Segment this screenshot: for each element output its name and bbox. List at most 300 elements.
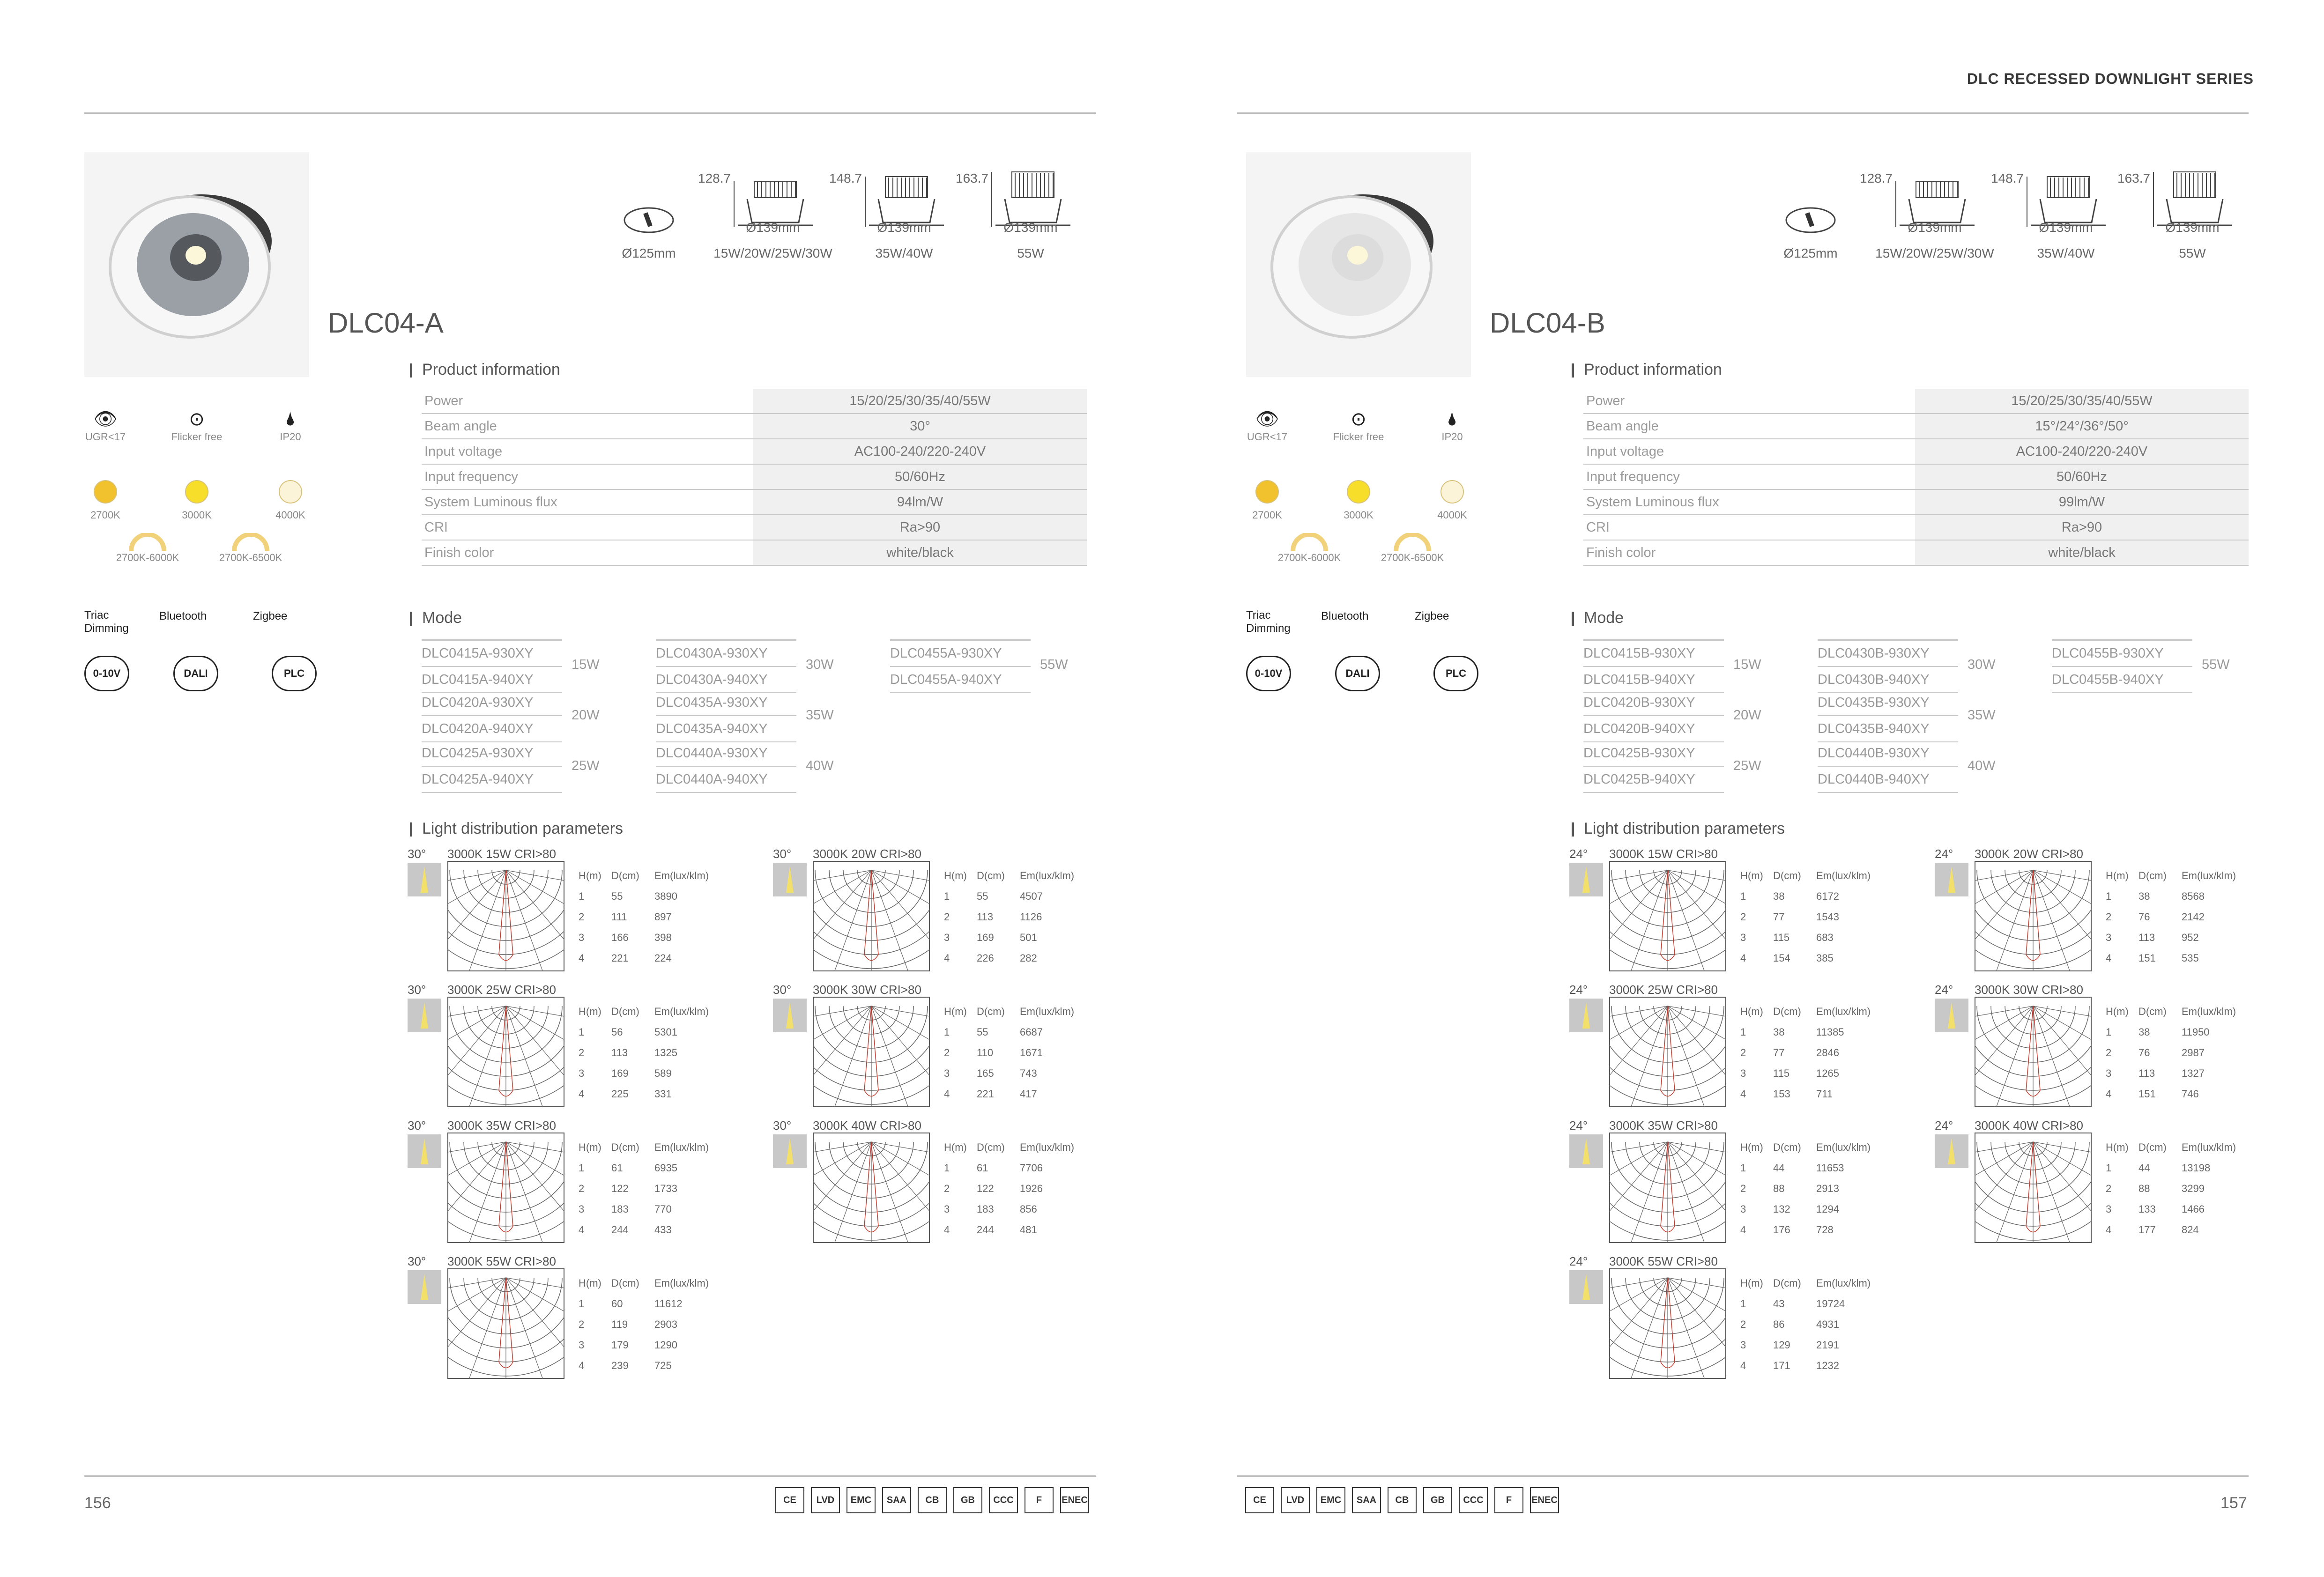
table-row [579,886,709,907]
table-cell: 1294 [1816,1203,1839,1215]
distribution-table [944,1137,1074,1240]
tunable-label: 2700K-6000K [1277,552,1341,563]
control-label: PLC [1446,667,1466,679]
distribution-title: 3000K 30W CRI>80 [813,983,921,997]
table-cell: 44 [1773,1162,1785,1174]
cutout-label: Ø125mm [622,246,676,260]
light-distribution-block [408,847,773,973]
info-value: AC100-240/220-240V [753,439,1087,464]
cert-gb-icon: GB [1423,1487,1452,1513]
cct-label: 4000K [1437,509,1467,521]
table-row [579,1022,709,1043]
table-cell: 728 [1816,1224,1834,1236]
table-cell: 4 [1740,1088,1746,1100]
table-header-row [579,866,709,886]
light-distribution-block [1935,983,2300,1109]
polar-diagram [813,997,930,1107]
table-cell: 151 [2138,952,2156,964]
table-cell: 4 [1740,1224,1746,1236]
mode-code: DLC0435A-940XY [656,716,796,742]
feature-label: UGR<17 [1247,431,1288,443]
table-header-row [579,1001,709,1022]
table-cell: 113 [2138,932,2155,943]
beam-angle: 24° [1935,1118,1953,1133]
control-label: Zigbee [253,610,288,622]
polar-diagram [1975,1133,2092,1243]
polar-diagram [1609,861,1726,971]
table-cell: 385 [1816,952,1834,964]
info-label: Beam angle [1583,414,1915,439]
mode-group [656,639,796,693]
table-cell: 13198 [2182,1162,2211,1174]
height-label: 163.7 [2117,171,2151,185]
table-cell: 132 [1773,1203,1790,1215]
distribution-table [1740,1137,1871,1240]
table-cell: 3 [1740,1339,1746,1351]
power-label: 55W [2179,246,2206,260]
table-cell: 3 [579,1203,585,1215]
info-row [1583,515,2249,540]
table-cell: 1 [944,1026,950,1038]
table-cell: 11653 [1816,1162,1844,1174]
table-cell: 8568 [2182,890,2205,902]
table-cell: 5301 [654,1026,677,1038]
mode-group [1818,690,1958,742]
table-cell: 151 [2138,1088,2156,1100]
column-header: D(cm) [2138,1141,2167,1153]
mode-code: DLC0430B-930XY [1818,639,1958,667]
table-cell: 4 [2106,952,2112,964]
info-value: 50/60Hz [753,464,1087,489]
table-cell: 6935 [654,1162,677,1174]
table-cell: 2 [579,1047,585,1059]
table-cell: 3 [2106,1203,2112,1215]
table-cell: 4 [2106,1088,2112,1100]
control-label: DALI [184,667,208,679]
table-cell: 122 [611,1183,629,1194]
column-header: Em(lux/klm) [654,870,709,881]
mode-group [422,740,562,793]
mode-code: DLC0440B-930XY [1818,740,1958,767]
table-cell: 113 [2138,1067,2155,1079]
table-cell: 1 [1740,1026,1746,1038]
height-label: 128.7 [698,171,731,185]
column-header: D(cm) [2138,870,2167,881]
column-header: H(m) [944,1006,967,1017]
power-label: 15W/20W/25W/30W [713,246,832,260]
table-cell: 1325 [654,1047,677,1059]
table-row [2106,886,2236,907]
table-row [2106,907,2236,927]
tunable-label: 2700K-6000K [116,552,179,563]
table-cell: 2 [579,1183,585,1194]
column-header: Em(lux/klm) [654,1277,709,1289]
table-cell: 4 [579,1360,585,1371]
column-header: H(m) [579,1277,601,1289]
table-cell: 88 [1773,1183,1785,1194]
cert-lvd-icon: LVD [1281,1487,1310,1513]
distribution-table [1740,866,1871,969]
table-cell: 4 [1740,1360,1746,1371]
beam-angle: 24° [1569,1254,1588,1268]
beam-angle: 24° [1935,847,1953,861]
column-header: Em(lux/klm) [1020,1006,1075,1017]
column-header: Em(lux/klm) [1816,1141,1871,1153]
info-label: Power [422,389,753,414]
table-row [579,1063,709,1084]
tunable-arc-icon [213,533,288,552]
table-row [2106,1220,2236,1240]
table-header-row [944,866,1074,886]
feature-label: UGR<17 [85,431,126,443]
mode-wattage: 35W [1968,708,1996,723]
table-cell: 2 [1740,1318,1746,1330]
beam-cone-icon [1569,999,1603,1032]
table-cell: 76 [2138,911,2150,923]
table-row [579,907,709,927]
cert-emc-icon: EMC [1316,1487,1345,1513]
table-cell: 2 [2106,1047,2112,1059]
mode-wattage: 30W [806,657,834,672]
ugr-icon: 👁 UGR<17 [75,407,136,443]
mode-wattage: 55W [2202,657,2230,672]
table-cell: 4 [1740,952,1746,964]
table-cell: 1 [2106,1026,2112,1038]
distribution-table [1740,1273,1871,1376]
mode-group [422,639,562,693]
polar-diagram [1609,1133,1726,1243]
table-cell: 952 [2182,932,2199,943]
table-row [2106,1178,2236,1199]
beam-cone-icon [408,1270,441,1304]
info-value: white/black [753,540,1087,565]
table-cell: 725 [654,1360,672,1371]
table-cell: 1 [579,890,585,902]
table-row [579,927,709,948]
mode-group [422,690,562,742]
beam-angle: 24° [1935,983,1953,997]
table-row [1740,1178,1871,1199]
table-row [2106,1043,2236,1063]
polar-diagram [447,1133,564,1243]
table-cell: 43 [1773,1298,1785,1310]
distribution-title: 3000K 25W CRI>80 [1609,983,1718,997]
table-cell: 3 [2106,1067,2112,1079]
info-row [1583,464,2249,489]
table-cell: 1543 [1816,911,1839,923]
section-product-info: Product information [410,361,560,379]
catalog-page-right [1162,0,2324,1577]
distribution-title: 3000K 55W CRI>80 [1609,1254,1718,1268]
table-cell: 1327 [2182,1067,2205,1079]
beam-angle: 24° [1569,1118,1588,1133]
table-row [1740,1199,1871,1220]
table-row [579,1199,709,1220]
table-row [944,927,1074,948]
mode-code: DLC0420A-940XY [422,716,562,742]
table-cell: 433 [654,1224,672,1236]
height-label: 128.7 [1860,171,1893,185]
cert-ce-icon: CE [775,1487,804,1513]
table-header-row [2106,866,2236,886]
table-cell: 4 [579,1088,585,1100]
distribution-title: 3000K 20W CRI>80 [1975,847,2083,861]
info-value: Ra>90 [1915,515,2249,540]
mode-code: DLC0425B-940XY [1583,767,1724,793]
table-cell: 1 [1740,1162,1746,1174]
light-distribution-block [1569,847,1935,973]
table-cell: 56 [611,1026,623,1038]
table-row [1740,927,1871,948]
distribution-title: 3000K 15W CRI>80 [447,847,556,861]
table-cell: 417 [1020,1088,1037,1100]
cct-swatch [260,480,321,521]
info-label: Finish color [422,540,753,565]
distribution-table [2106,1001,2236,1104]
cert-enec-icon: ENEC [1060,1487,1089,1513]
table-cell: 2191 [1816,1339,1839,1351]
tunable-swatch [1272,533,1347,564]
mode-group [656,690,796,742]
column-header: Em(lux/klm) [1020,1141,1075,1153]
mode-code: DLC0440A-930XY [656,740,796,767]
table-cell: 169 [977,932,994,943]
cert-ccc-icon: CCC [989,1487,1018,1513]
table-cell: 4 [944,1224,950,1236]
distribution-table [2106,866,2236,969]
beam-cone-icon [1935,863,1968,896]
table-row [944,1158,1074,1178]
table-cell: 2 [2106,911,2112,923]
table-row [579,1294,709,1314]
column-header: Em(lux/klm) [2182,870,2236,881]
beam-cone-icon [1935,999,1968,1032]
table-row [579,1355,709,1376]
mode-wattage: 20W [1733,708,1761,723]
cert-saa-icon: SAA [1352,1487,1381,1513]
table-cell: 76 [2138,1047,2150,1059]
product-info-table [1583,389,2249,566]
table-row [579,948,709,969]
table-cell: 171 [1773,1360,1790,1371]
mode-group [656,740,796,793]
table-cell: 225 [611,1088,629,1100]
table-row [944,1022,1074,1043]
table-cell: 4 [579,952,585,964]
column-header: D(cm) [611,1277,639,1289]
info-label: System Luminous flux [1583,489,1915,515]
tunable-arc-icon [1375,533,1450,552]
table-cell: 115 [1773,932,1790,943]
cct-label: 3000K [1344,509,1374,521]
table-cell: 1290 [654,1339,677,1351]
mode-code: DLC0420B-940XY [1583,716,1724,742]
table-cell: 176 [1773,1224,1790,1236]
table-row [1740,1294,1871,1314]
table-cell: 179 [611,1339,629,1351]
column-header: Em(lux/klm) [1816,870,1871,881]
polar-diagram [447,861,564,971]
mode-wattage: 15W [1733,657,1761,672]
column-header: D(cm) [1773,1141,1801,1153]
mode-wattage: 40W [1968,758,1996,773]
polar-diagram [813,1133,930,1243]
table-row [1740,1022,1871,1043]
control-plc-icon [272,656,317,691]
control-zigbee-icon [1415,610,1449,623]
control-bluetooth-icon [159,610,207,623]
mode-code: DLC0420B-930XY [1583,690,1724,716]
page-number: 157 [2220,1494,2247,1512]
table-header-row [1740,866,1871,886]
table-cell: 1126 [1020,911,1042,923]
mode-group [1818,740,1958,793]
table-cell: 154 [1773,952,1790,964]
certification-marks [1245,1487,1566,1515]
mode-wattage: 40W [806,758,834,773]
control-label: Bluetooth [1321,610,1369,622]
table-row [1740,1220,1871,1240]
table-cell: 86 [1773,1318,1785,1330]
beam-cone-icon [1569,1134,1603,1168]
table-header-row [579,1273,709,1294]
beam-cone-icon [1569,1270,1603,1304]
info-row [1583,414,2249,439]
table-cell: 224 [654,952,672,964]
beam-angle: 30° [408,983,426,997]
table-cell: 743 [1020,1067,1037,1079]
polar-diagram [1975,997,2092,1107]
table-cell: 61 [977,1162,988,1174]
cutout-icon [1785,206,1836,237]
table-cell: 3 [579,1339,585,1351]
control-label: Triac Dimming [1246,609,1291,635]
table-cell: 2 [1740,911,1746,923]
beam-cone-icon [773,999,807,1032]
table-cell: 3 [579,1067,585,1079]
table-cell: 55 [977,890,988,902]
table-cell: 1733 [654,1183,677,1194]
table-header-row [579,1137,709,1158]
table-cell: 169 [611,1067,629,1079]
cct-label: 2700K [1252,509,1282,521]
table-cell: 824 [2182,1224,2199,1236]
info-value: 15°/24°/36°/50° [1915,414,2249,439]
color-dot-icon [279,480,302,503]
table-header-row [2106,1137,2236,1158]
table-cell: 2 [579,911,585,923]
cct-swatch [1422,480,1483,521]
table-cell: 2142 [2182,911,2205,923]
info-row [422,464,1087,489]
table-header-row [944,1001,1074,1022]
table-header-row [1740,1137,1871,1158]
mode-code: DLC0435B-940XY [1818,716,1958,742]
polar-diagram [447,997,564,1107]
control-label: DALI [1345,667,1370,679]
beam-cone-icon [1569,863,1603,896]
table-row [1740,1158,1871,1178]
table-cell: 711 [1816,1088,1833,1100]
diameter-label: Ø139mm [1908,220,1962,235]
column-header: Em(lux/klm) [2182,1006,2236,1017]
info-row [1583,439,2249,464]
info-value: 94lm/W [753,489,1087,515]
diameter-label: Ø139mm [2039,220,2093,235]
table-cell: 3 [944,1067,950,1079]
info-label: System Luminous flux [422,489,753,515]
table-row [579,1158,709,1178]
mode-wattage: 25W [572,758,600,773]
table-cell: 2 [1740,1047,1746,1059]
column-header: D(cm) [977,1006,1005,1017]
table-cell: 3 [579,932,585,943]
beam-cone-icon [408,863,441,896]
table-cell: 221 [611,952,629,964]
table-cell: 535 [2182,952,2199,964]
table-cell: 3 [1740,1203,1746,1215]
tunable-label: 2700K-6500K [219,552,282,563]
table-cell: 481 [1020,1224,1037,1236]
column-header: Em(lux/klm) [654,1141,709,1153]
light-distribution-block [1569,1254,1935,1381]
tunable-swatch [213,533,288,564]
top-rule [1237,112,2249,114]
dimension-drawings [1775,131,2258,272]
table-cell: 746 [2182,1088,2199,1100]
light-distribution-block [773,847,1138,973]
table-cell: 244 [611,1224,629,1236]
column-header: H(m) [2106,1141,2129,1153]
mode-code: DLC0435B-930XY [1818,690,1958,716]
table-row [2106,1084,2236,1104]
info-label: Input frequency [1583,464,1915,489]
control-plc-icon [1433,656,1478,691]
table-row [579,1084,709,1104]
table-row [1740,1314,1871,1335]
product-photo [1246,152,1471,377]
table-cell: 1671 [1020,1047,1043,1059]
mode-code: DLC0455A-940XY [890,667,1031,693]
table-cell: 2987 [2182,1047,2205,1059]
mode-code: DLC0415B-940XY [1583,667,1724,693]
info-row [1583,489,2249,515]
polar-diagram [1609,1268,1726,1379]
table-row [944,1084,1074,1104]
mode-wattage: 20W [572,708,600,723]
feature-icons [84,407,328,698]
table-row [1740,1355,1871,1376]
mode-code: DLC0455B-940XY [2052,667,2192,693]
table-cell: 2 [2106,1183,2112,1194]
mode-wattage: 55W [1040,657,1068,672]
dimension-drawings [614,131,1096,272]
bottom-rule [84,1475,1096,1477]
table-header-row [1740,1273,1871,1294]
flicker-free-icon: ⊙ Flicker free [166,407,227,443]
table-cell: 110 [977,1047,994,1059]
light-distribution-block [773,983,1138,1109]
mode-group [1583,639,1724,693]
light-distribution-block [773,1118,1138,1245]
table-row [1740,1043,1871,1063]
cert-enec-icon: ENEC [1530,1487,1559,1513]
tunable-swatch [110,533,185,564]
table-cell: 133 [2138,1203,2156,1215]
info-label: CRI [422,515,753,540]
tunable-swatch [1375,533,1450,564]
table-row [2106,948,2236,969]
